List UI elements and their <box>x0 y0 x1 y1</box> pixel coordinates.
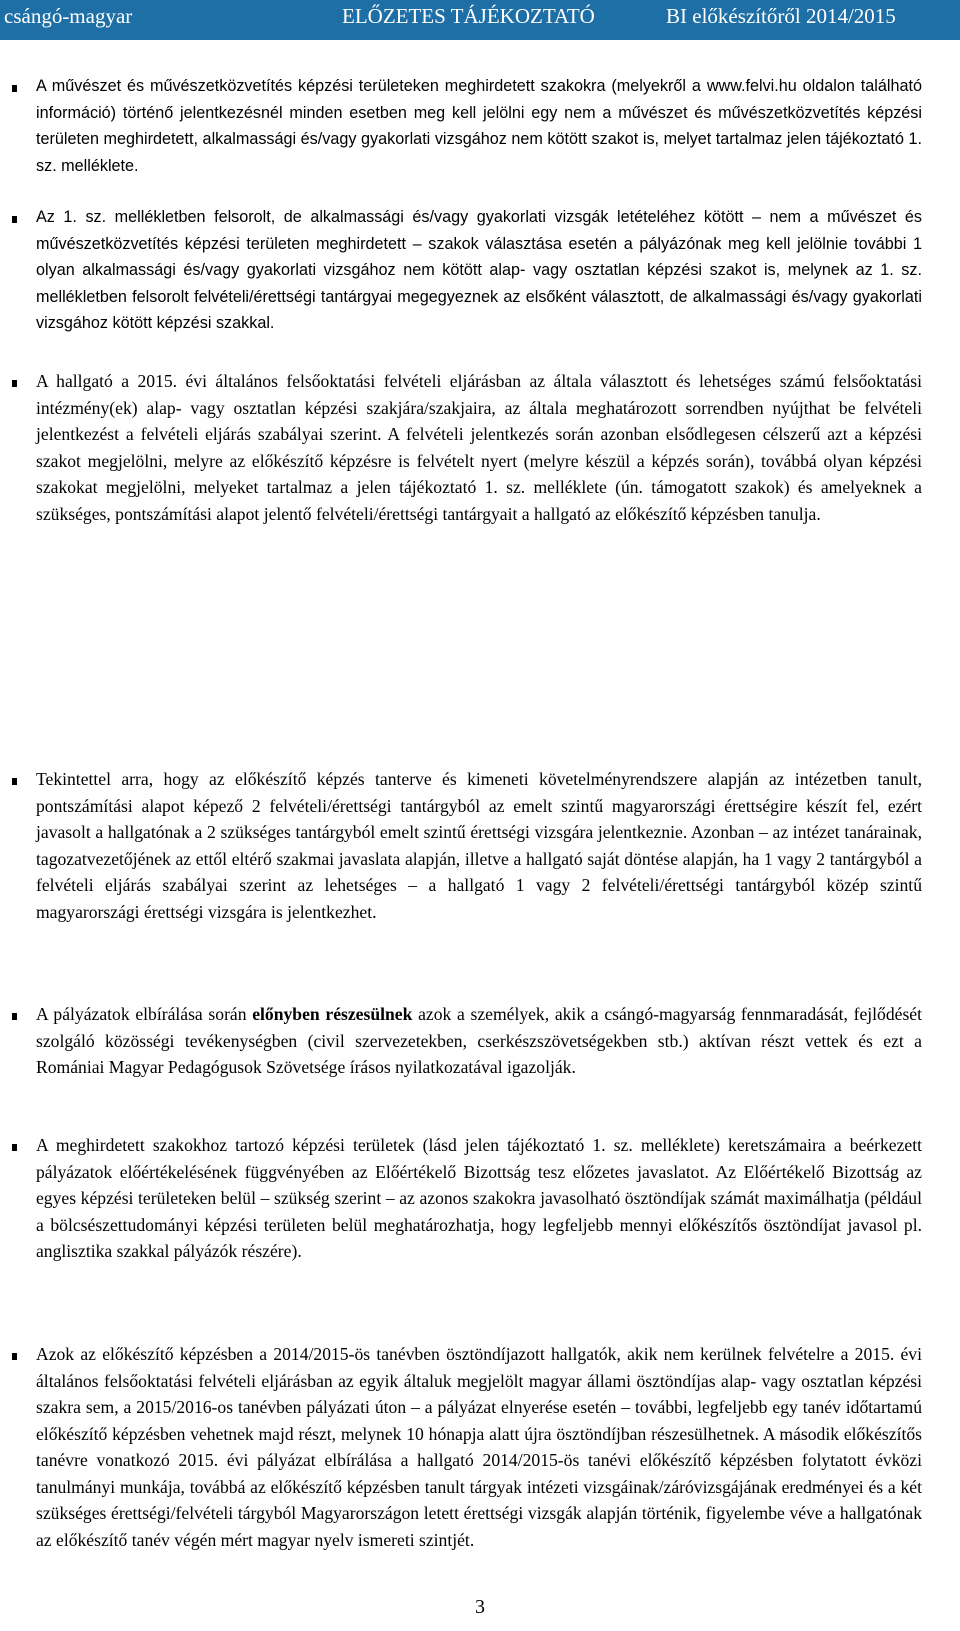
page-header <box>0 0 960 40</box>
emphasis-text: előnyben részesülnek <box>252 1004 413 1024</box>
paragraph-text <box>36 1001 922 1081</box>
list-item <box>12 73 922 204</box>
paragraph-text: A meghirdetett szakokhoz tartozó képzési területek (lásd jelen tájékoztató 1. sz. melléklete) keretszámaira a beérkezett pályázatok előértékelésének függvényében az Előértékelő Bizottság tesz előzetes javaslatot. Az Előértékelő Bizottság az egyes képzési területeken belül – szükség szerint – az azonos szakokra javasolható ösztöndíjak számát maximálhatja (például a bölcsészettudományi képzési területen belül meghatározhatja, hogy legfeljebb mennyi előkészítős ösztöndíjat javasol pl. anglisztika szakkal pályázók részére). <box>36 1135 922 1261</box>
bullet-icon <box>12 85 17 92</box>
header-right-text: BI előkészítőről 2014/2015 <box>666 4 896 28</box>
list-item <box>12 766 922 1001</box>
paragraph-text-part: A pályázatok elbírálása során <box>36 1004 253 1024</box>
paragraph-text: A hallgató a 2015. évi általános felsőoktatási felvételi eljárásban az általa választott és lehetséges számú felsőoktatási intézmény(ek) alap- vagy osztatlan képzési szakjára/szakjaira, az általa meghatározott sorrendben nyújthat be felvételi jelentkezést a felvételi eljárás szabályai szerint. A felvételi jelentkezés során azonban elsődlegesen célszerű azt a képzési szakot megjelölni, melyre az előkészítő képzésre is felvételt nyert (melyre készül a képzés során), továbbá olyan képzési szakokat megjelölni, melyeket tartalmaz a jelen tájékoztató 1. sz. melléklete (ún. támogatott szakok) és amelyeknek a szükséges, pontszámítási alapot jelentő felvételi/érettségi tantárgyait a hallgató az előkészítő képzésben tanulja. <box>36 371 922 524</box>
list-item <box>12 1132 922 1341</box>
paragraph-text: Azok az előkészítő képzésben a 2014/2015-ös tanévben ösztöndíjazott hallgatók, akik nem kerülnek felvételre a 2015. évi általános felsőoktatási felvételi eljárásban az egyik általuk megjelölt magyar állami ösztöndíjas alap- vagy osztatlan képzési szakra sem, a 2015/2016-os tanévben pályázati úton – a pályázat elnyerése esetén – további, legfeljebb egy tanév időtartamú előkészítő képzésben vehetnek majd részt, melynek 10 hónapja alatt újra ösztöndíjban részesülhetnek. A második előkészítős tanévre vonatkozó 2015. évi pályázat elbírálása a hallgató 2014/2015-ös tanévi előkészítő képzésben folytatott évközi tanulmányi munkája, továbbá az előkészítő képzésben tanult tárgyak intézeti vizsgáinak/záróvizsgájának eredményei és a két szükséges érettségi/felvételi tárgyból Magyarországon letett érettségi vizsgák alapján történik, figyelembe véve a hallgatónak az előkészítő tanév végén mért magyar nyelv ismereti szintjét. <box>36 1344 922 1550</box>
header-center-text: ELŐZETES TÁJÉKOZTATÓ <box>342 4 595 28</box>
bullet-icon <box>12 1013 17 1020</box>
paragraph-text: Tekintettel arra, hogy az előkészítő képzés tanterve és kimeneti követelményrendszere alapján az intézetben tanult, pontszámítási alapot képező 2 felvételi/érettségi tantárgyból az emelt szintű magyarországi érettségire készít fel, ezért javasolt a hallgatónak a 2 szükséges tantárgyból emelt szintű érettségi vizsgára jelentkeznie. Azonban – az intézet tanárainak, tagozatvezetőjének az ettől eltérő szakmai javaslata alapján, illetve a hallgató saját döntése alapján, ha 1 vagy 2 tantárgyból a felvételi eljárás szabályai szerint az lehetséges – a hallgató 1 vagy 2 felvételi/érettségi tantárgyból közép szintű magyarországi érettségi vizsgára is jelentkezhet. <box>36 769 922 922</box>
bullet-icon <box>12 380 17 387</box>
bullet-icon <box>12 1353 17 1360</box>
list-item <box>12 1341 922 1631</box>
bullet-icon <box>12 216 17 223</box>
list-item <box>12 368 922 766</box>
bullet-icon <box>12 1144 17 1151</box>
paragraph-text: Az 1. sz. mellékletben felsorolt, de alkalmassági és/vagy gyakorlati vizsgák letételéhez kötött – nem a művészet és művészetközvetítés képzési területen meghirdetett – szakok választása esetén a pályázónak meg kell jelölnie további 1 olyan alkalmassági és/vagy gyakorlati vizsgához nem kötött alap- vagy osztatlan képzési szakot is, melynek az 1. sz. mellékletben felsorolt felvételi/érettségi tantárgyai megegyeznek az elsőként választott, de alkalmassági és/vagy gyakorlati vizsgához kötött képzési szakkal. <box>36 208 922 332</box>
list-item <box>12 204 922 368</box>
list-item <box>12 1001 922 1132</box>
document-body <box>12 73 922 1631</box>
page-number: 3 <box>475 1596 485 1618</box>
paragraph-text-part: azok a személyek, akik a csángó-magyarság fennmaradását, fejlődését szolgáló közösségi tevékenységben (civil szervezetekben, cserkészszövetségekben stb.) aktívan részt vettek és ezt a Romániai Magyar Pedagógusok Szövetsége írásos nyilatkozatával igazolják. <box>36 1004 922 1077</box>
paragraph-text: A művészet és művészetközvetítés képzési területeken meghirdetett szakokra (melyekről a www.felvi.hu oldalon található információ) történő jelentkezésnél minden esetben meg kell jelölni egy nem a művészet és művészetközvetítés képzési területen meghirdetett, alkalmassági és/vagy gyakorlati vizsgához nem kötött szakot is, melyet tartalmaz jelen tájékoztató 1. sz. melléklete. <box>36 77 922 175</box>
bullet-icon <box>12 778 17 785</box>
header-left-text: csángó-magyar <box>4 4 133 28</box>
